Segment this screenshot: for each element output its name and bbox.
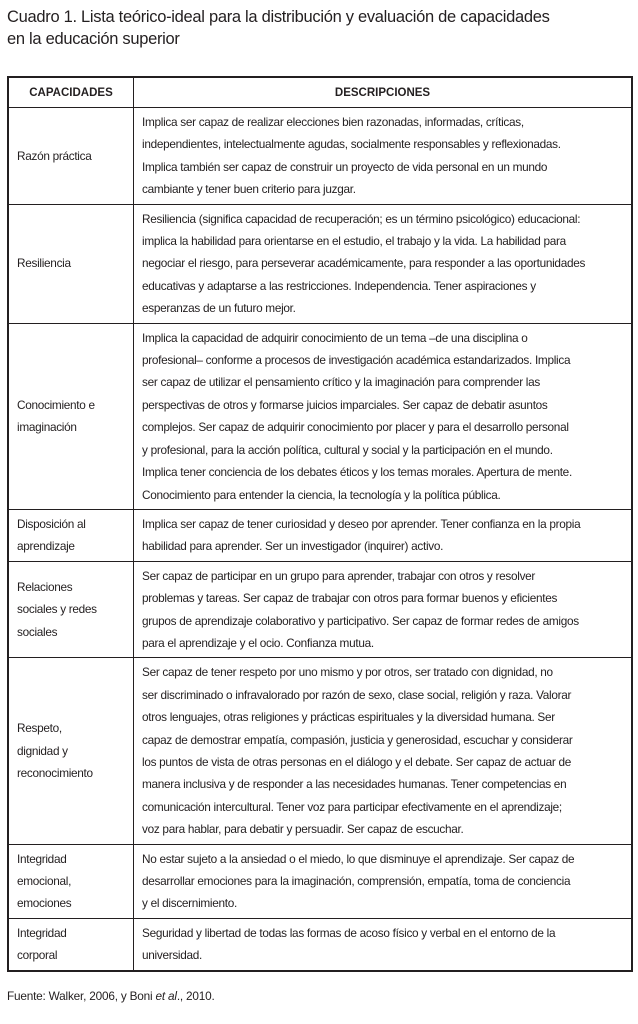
description-line: profesional– conforme a procesos de investigación académica estandarizados. Implica: [142, 353, 571, 368]
table-caption: [7, 6, 550, 50]
capability-cell: [8, 658, 134, 844]
description-line: y el discernimiento.: [142, 896, 237, 911]
description-line: universidad.: [142, 948, 203, 963]
description-line: Conocimiento para entender la ciencia, la tecnología y la política pública.: [142, 487, 501, 502]
capability-cell: [8, 561, 134, 658]
table-row: [8, 918, 632, 970]
description-line: voz para hablar, para debatir y persuadir. Ser capaz de escuchar.: [142, 822, 464, 837]
table-body: [8, 108, 632, 971]
capability-line: Razón práctica: [17, 148, 92, 163]
description-line: ser discriminado o infravalorado por razón de sexo, clase social, religión y raza. Valorar: [142, 687, 572, 702]
caption-line: Cuadro 1. Lista teórico-ideal para la distribución y evaluación de capacidades: [7, 8, 550, 26]
description-line: los puntos de vista de otras personas en el diálogo y el debate. Ser capaz de actuar de: [142, 754, 572, 769]
capability-line: sociales y redes: [17, 602, 97, 617]
capabilities-table: [7, 76, 633, 972]
caption-line: en la educación superior: [7, 30, 180, 48]
table-row: [8, 509, 632, 561]
description-cell: [134, 509, 633, 561]
description-line: ser capaz de utilizar el pensamiento crítico y la imaginación para comprender las: [142, 375, 540, 390]
description-line: desarrollar emociones para la imaginación, comprensión, empatía, toma de conciencia: [142, 874, 571, 888]
capability-line: Integridad: [17, 851, 67, 866]
table-row: [8, 561, 632, 658]
capability-cell: [8, 844, 134, 918]
source-italic: et al: [155, 989, 177, 1003]
description-line: capaz de demostrar empatía, compasión, justicia y generosidad, escuchar y considerar: [142, 732, 573, 747]
description-line: Implica tener conciencia de los debates éticos y los temas morales. Apertura de mente.: [142, 465, 572, 480]
table-row: [8, 658, 632, 844]
table-row: [8, 204, 632, 323]
description-line: negociar el riesgo, para perseverar académicamente, para responder a las oportunidades: [142, 256, 586, 271]
capability-cell: [8, 108, 134, 205]
capability-line: Respeto,: [17, 721, 62, 736]
source-text: Fuente: Walker, 2006, y Boni: [7, 989, 156, 1003]
description-cell: [134, 108, 633, 205]
description-cell: [134, 658, 633, 844]
description-line: esperanzas de un futuro mejor.: [142, 301, 296, 316]
capability-line: imaginación: [17, 420, 77, 435]
capability-line: reconocimiento: [17, 766, 93, 781]
capability-line: sociales: [17, 624, 58, 639]
description-line: habilidad para aprender. Ser un investigador (inquirer) activo.: [142, 539, 444, 554]
capability-line: corporal: [17, 948, 58, 963]
header-row: [8, 77, 632, 108]
description-line: Implica ser capaz de tener curiosidad y deseo por aprender. Tener confianza en la propia: [142, 516, 581, 531]
description-cell: [134, 561, 633, 658]
description-cell: [134, 918, 633, 970]
capability-line: Relaciones: [17, 579, 73, 594]
table-row: [8, 323, 632, 509]
description-line: Ser capaz de tener respeto por uno mismo y por otros, ser tratado con dignidad, no: [142, 665, 553, 680]
description-cell: [134, 844, 633, 918]
table-row: [8, 844, 632, 918]
description-line: manera inclusiva y de responder a las necesidades humanas. Tener competencias en: [142, 777, 567, 792]
description-line: complejos. Ser capaz de adquirir conocimiento por placer y para el desarrollo personal: [142, 420, 569, 435]
description-line: otros lenguajes, otras religiones y prácticas espirituales y la diversidad humana. Ser: [142, 710, 555, 725]
description-line: perspectivas de otros y formarse juicios imparciales. Ser capaz de debatir asuntos: [142, 397, 548, 412]
capability-line: aprendizaje: [17, 539, 75, 554]
capability-cell: [8, 509, 134, 561]
table-row: [8, 108, 632, 205]
capability-line: emociones: [17, 896, 72, 911]
description-line: Seguridad y libertad de todas las formas de acoso físico y verbal en el entorno de la: [142, 925, 556, 940]
description-line: implica la habilidad para orientarse en el estudio, el trabajo y la vida. La habilidad para: [142, 234, 566, 249]
description-line: problemas y tareas. Ser capaz de trabajar con otros para formar buenos y eficientes: [142, 591, 558, 606]
capability-cell: [8, 323, 134, 509]
description-line: educativas y adaptarse a las restricciones. Independencia. Tener aspiraciones y: [142, 278, 536, 293]
source-suffix: ., 2010.: [176, 989, 215, 1003]
description-line: grupos de aprendizaje colaborativo y participativo. Ser capaz de formar redes de amigos: [142, 613, 579, 628]
description-line: Implica también ser capaz de construir un proyecto de vida personal en un mundo: [142, 159, 548, 174]
description-line: Resiliencia (significa capacidad de recuperación; es un término psicológico) educacional:: [142, 211, 581, 226]
capability-line: Disposición al: [17, 516, 86, 531]
description-line: Implica la capacidad de adquirir conocimiento de un tema –de una disciplina o: [142, 330, 528, 345]
description-line: Ser capaz de participar en un grupo para aprender, trabajar con otros y resolver: [142, 568, 536, 583]
capability-line: dignidad y: [17, 743, 68, 758]
header-descripciones: DESCRIPCIONES: [134, 77, 633, 108]
description-line: y profesional, para la acción política, cultural y social y la participación en el mundo.: [142, 442, 553, 457]
capability-line: Conocimiento e: [17, 397, 95, 412]
capability-line: Integridad: [17, 925, 67, 940]
description-cell: [134, 204, 633, 323]
capability-cell: [8, 204, 134, 323]
description-line: cambiante y tener buen criterio para juzgar.: [142, 182, 356, 197]
source-note: [7, 989, 215, 1003]
capability-line: Resiliencia: [17, 256, 71, 271]
capability-line: emocional,: [17, 874, 72, 888]
capability-cell: [8, 918, 134, 970]
description-line: No estar sujeto a la ansiedad o el miedo, lo que disminuye el aprendizaje. Ser capaz de: [142, 851, 575, 866]
description-line: para el aprendizaje y el ocio. Confianza mutua.: [142, 635, 374, 650]
description-line: comunicación intercultural. Tener voz para participar efectivamente en el aprendizaje;: [142, 799, 562, 814]
description-line: Implica ser capaz de realizar elecciones bien razonadas, informadas, críticas,: [142, 115, 524, 129]
description-cell: [134, 323, 633, 509]
description-line: independientes, intelectualmente agudas, socialmente responsables y reflexionadas.: [142, 137, 561, 152]
header-capacidades: CAPACIDADES: [8, 77, 134, 108]
